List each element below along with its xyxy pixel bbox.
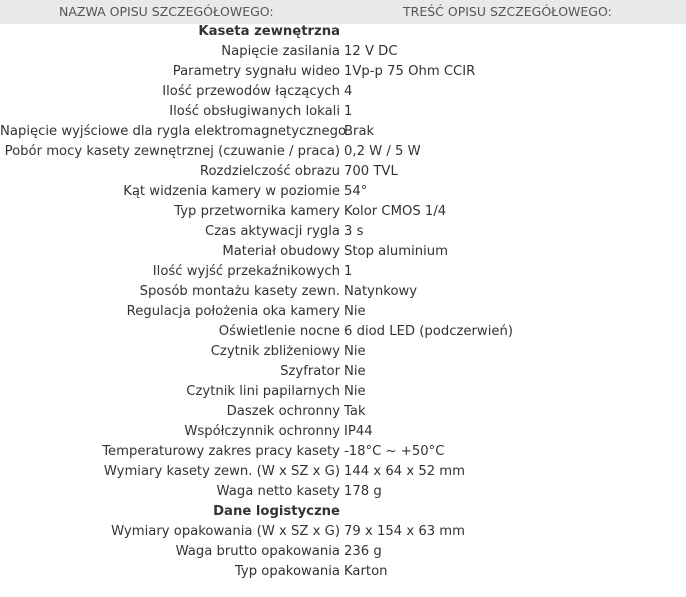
spec-row <box>0 482 686 502</box>
spec-row <box>0 342 686 362</box>
table-header <box>0 0 686 24</box>
spec-label: Czas aktywacji rygla <box>205 224 340 239</box>
section-title: Kaseta zewnętrzna <box>198 24 340 39</box>
spec-row <box>0 302 686 322</box>
spec-value: IP44 <box>344 424 373 439</box>
spec-value: 1 <box>344 104 353 119</box>
spec-row <box>0 262 686 282</box>
spec-row <box>0 362 686 382</box>
spec-row <box>0 122 686 142</box>
spec-row <box>0 42 686 62</box>
spec-row <box>0 542 686 562</box>
spec-row <box>0 562 686 582</box>
spec-value: 1Vp-p 75 Ohm CCIR <box>344 64 476 79</box>
spec-row <box>0 62 686 82</box>
spec-value: Brak <box>344 124 375 139</box>
spec-label: Szyfrator <box>280 364 340 379</box>
spec-label: Wymiary opakowania (W x SZ x G) <box>111 524 340 539</box>
spec-value: Nie <box>344 304 366 319</box>
spec-value: Nie <box>344 384 366 399</box>
spec-label: Ilość obsługiwanych lokali <box>169 104 340 119</box>
spec-row <box>0 242 686 262</box>
spec-label: Współczynnik ochronny <box>184 424 340 439</box>
spec-value: 700 TVL <box>344 164 398 179</box>
spec-label: Ilość wyjść przekaźnikowych <box>152 264 340 279</box>
spec-label: Daszek ochronny <box>226 404 340 419</box>
spec-label: Kąt widzenia kamery w poziomie <box>123 184 340 199</box>
spec-value: Kolor CMOS 1/4 <box>344 204 447 219</box>
spec-label: Wymiary kasety zewn. (W x SZ x G) <box>103 464 340 479</box>
spec-label: Regulacja położenia oka kamery <box>126 304 340 319</box>
spec-value: 12 V DC <box>344 44 398 59</box>
spec-label: Sposób montażu kasety zewn. <box>139 284 340 299</box>
spec-value: 0,2 W / 5 W <box>344 144 421 159</box>
spec-row <box>0 322 686 342</box>
spec-value: Nie <box>344 344 366 359</box>
spec-row <box>0 202 686 222</box>
spec-value: 3 s <box>344 224 364 239</box>
header-name-column: NAZWA OPISU SZCZEGÓŁOWEGO: <box>59 4 274 19</box>
spec-label: Temperaturowy zakres pracy kasety <box>102 444 340 459</box>
spec-label: Napięcie wyjściowe dla rygla elektromagnetycznego <box>0 124 347 139</box>
spec-value: 144 x 64 x 52 mm <box>344 464 465 479</box>
spec-value: 1 <box>344 264 353 279</box>
spec-label: Ilość przewodów łączących <box>162 84 340 99</box>
spec-table <box>0 22 686 582</box>
spec-value: Stop aluminium <box>344 244 449 259</box>
spec-row <box>0 182 686 202</box>
spec-row <box>0 422 686 442</box>
spec-value: -18°C ~ +50°C <box>344 444 445 459</box>
header-content-column: TREŚĆ OPISU SZCZEGÓŁOWEGO: <box>403 4 612 19</box>
spec-row <box>0 102 686 122</box>
section-heading-row <box>0 502 686 522</box>
spec-value: 4 <box>344 84 353 99</box>
spec-value: 178 g <box>344 484 382 499</box>
spec-row <box>0 522 686 542</box>
spec-value: Tak <box>344 404 366 419</box>
section-title: Dane logistyczne <box>213 504 340 519</box>
spec-row <box>0 442 686 462</box>
spec-label: Czytnik lini papilarnych <box>186 384 340 399</box>
spec-label: Typ przetwornika kamery <box>174 204 340 219</box>
spec-value: Karton <box>344 564 388 579</box>
section-heading-row <box>0 22 686 42</box>
spec-row <box>0 222 686 242</box>
spec-row <box>0 382 686 402</box>
spec-label: Waga netto kasety <box>216 484 340 499</box>
spec-value: 236 g <box>344 544 382 559</box>
spec-row <box>0 282 686 302</box>
spec-label: Czytnik zbliżeniowy <box>210 344 340 359</box>
spec-value: Natynkowy <box>344 284 418 299</box>
spec-row <box>0 462 686 482</box>
spec-row <box>0 82 686 102</box>
spec-label: Waga brutto opakowania <box>175 544 340 559</box>
spec-label: Pobór mocy kasety zewnętrznej (czuwanie / praca) <box>4 144 340 159</box>
spec-value: 6 diod LED (podczerwień) <box>344 324 514 339</box>
spec-label: Napięcie zasilania <box>221 44 340 59</box>
spec-label: Materiał obudowy <box>222 244 340 259</box>
spec-value: Nie <box>344 364 366 379</box>
spec-row <box>0 142 686 162</box>
spec-row <box>0 162 686 182</box>
spec-label: Parametry sygnału wideo <box>172 64 340 79</box>
spec-label: Rozdzielczość obrazu <box>199 164 340 179</box>
spec-label: Oświetlenie nocne <box>218 324 340 339</box>
spec-value: 54° <box>344 184 368 199</box>
spec-value: 79 x 154 x 63 mm <box>344 524 465 539</box>
spec-label: Typ opakowania <box>234 564 340 579</box>
spec-row <box>0 402 686 422</box>
